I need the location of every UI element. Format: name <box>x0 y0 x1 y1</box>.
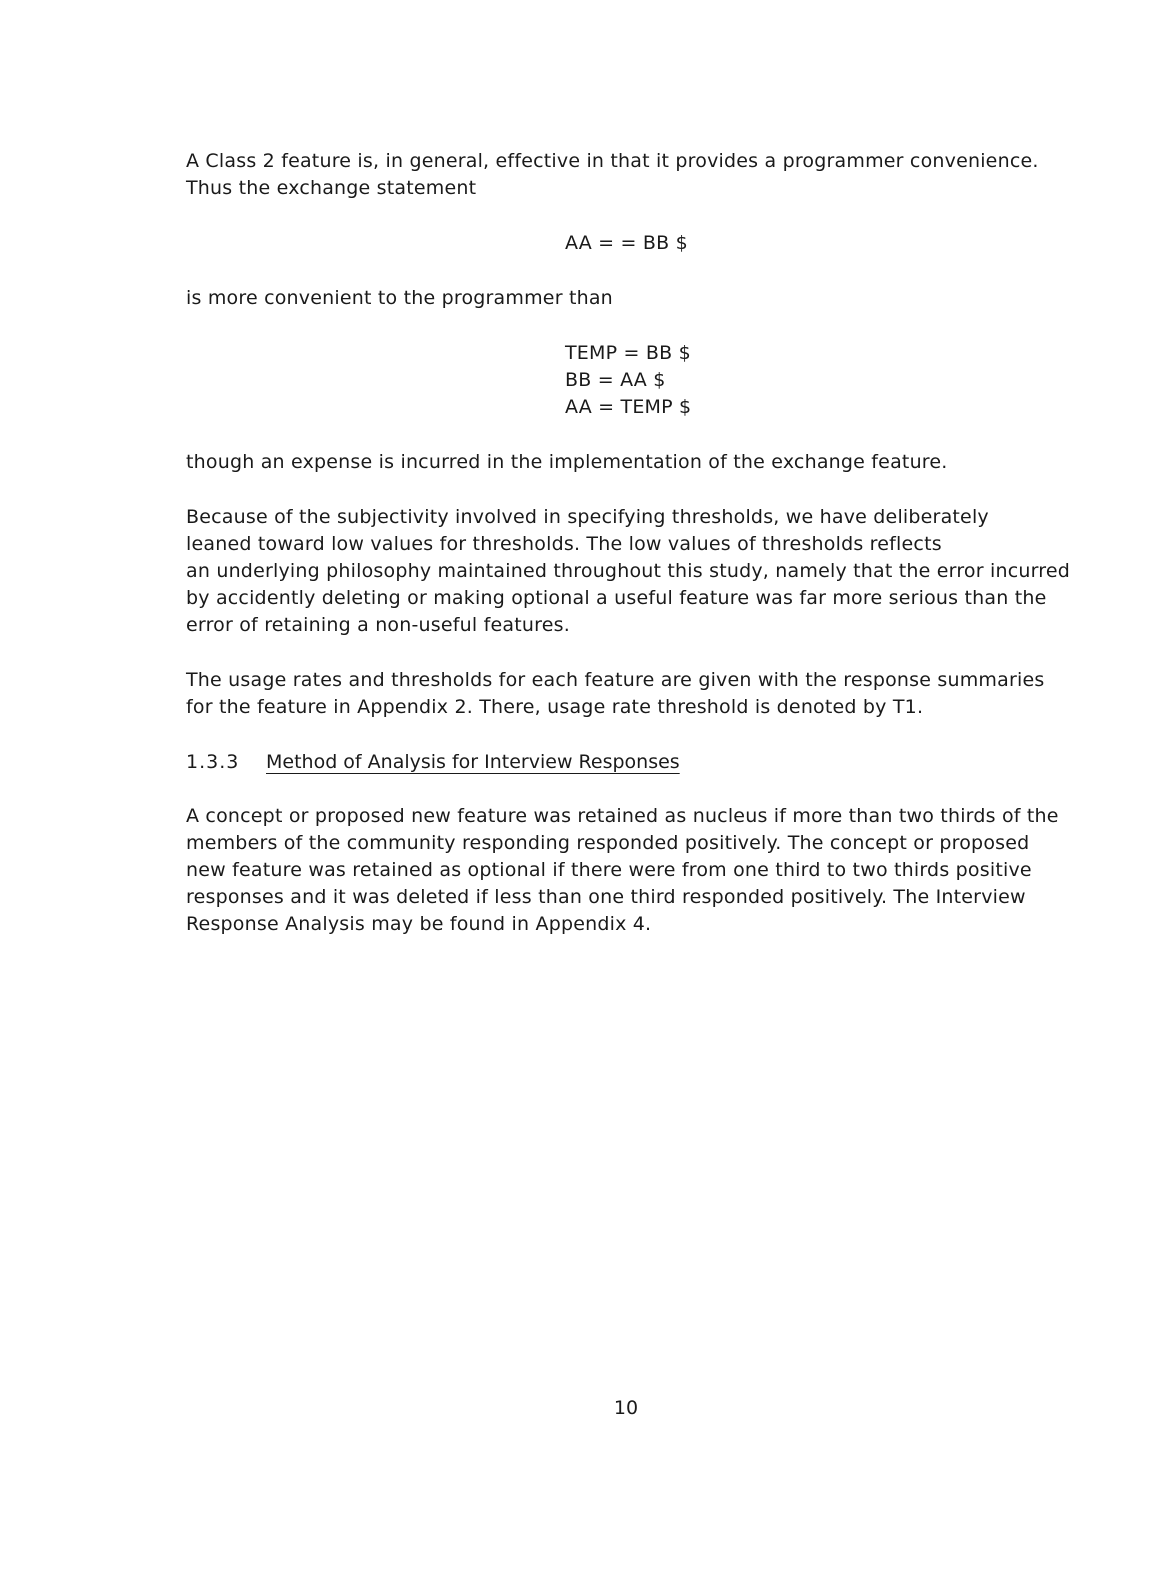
text-line: new feature was retained as optional if there were from one third to two thirds positive <box>186 859 1032 881</box>
text-line: Thus the exchange statement <box>186 177 477 199</box>
text-line: Response Analysis may be found in Appendix 4. <box>186 913 652 935</box>
text-line: A Class 2 feature is, in general, effective in that it provides a programmer convenience. <box>186 150 1039 172</box>
section-title: Method of Analysis for Interview Responses <box>266 751 680 773</box>
text-line: though an expense is incurred in the implementation of the exchange feature. <box>186 451 948 473</box>
text-line: Because of the subjectivity involved in specifying thresholds, we have deliberately <box>186 506 989 528</box>
code-line: AA = = BB $ <box>565 232 688 254</box>
text-line: an underlying philosophy maintained throughout this study, namely that the error incurred <box>186 560 1071 582</box>
paragraph-expense <box>186 449 1116 476</box>
code-temp-swap <box>565 340 691 421</box>
paragraph-thresholds <box>186 504 1116 639</box>
paragraph-interview-responses <box>186 803 1116 938</box>
section-number: 1.3.3 <box>186 751 240 773</box>
text-line: is more convenient to the programmer than <box>186 287 613 309</box>
code-exchange-statement <box>565 230 688 257</box>
code-line: AA = TEMP $ <box>565 396 692 418</box>
paragraph-class2-feature <box>186 148 1116 202</box>
section-heading <box>186 749 680 776</box>
text-line: for the feature in Appendix 2. There, usage rate threshold is denoted by T1. <box>186 696 924 718</box>
page-number: 10 <box>613 1397 639 1419</box>
code-line: TEMP = BB $ <box>565 342 691 364</box>
text-line: A concept or proposed new feature was retained as nucleus if more than two thirds of the <box>186 805 1059 827</box>
text-line: The usage rates and thresholds for each feature are given with the response summaries <box>186 669 1045 691</box>
text-line: members of the community responding responded positively. The concept or proposed <box>186 832 1030 854</box>
code-line: BB = AA $ <box>565 369 666 391</box>
text-line: error of retaining a non-useful features. <box>186 614 570 636</box>
text-line: by accidently deleting or making optional a useful feature was far more serious than the <box>186 587 1047 609</box>
text-line: responses and it was deleted if less than one third responded positively. The Interview <box>186 886 1026 908</box>
paragraph-usage-rates <box>186 667 1116 721</box>
text-line: leaned toward low values for thresholds. The low values of thresholds reflects <box>186 533 942 555</box>
paragraph-more-convenient <box>186 285 1116 312</box>
